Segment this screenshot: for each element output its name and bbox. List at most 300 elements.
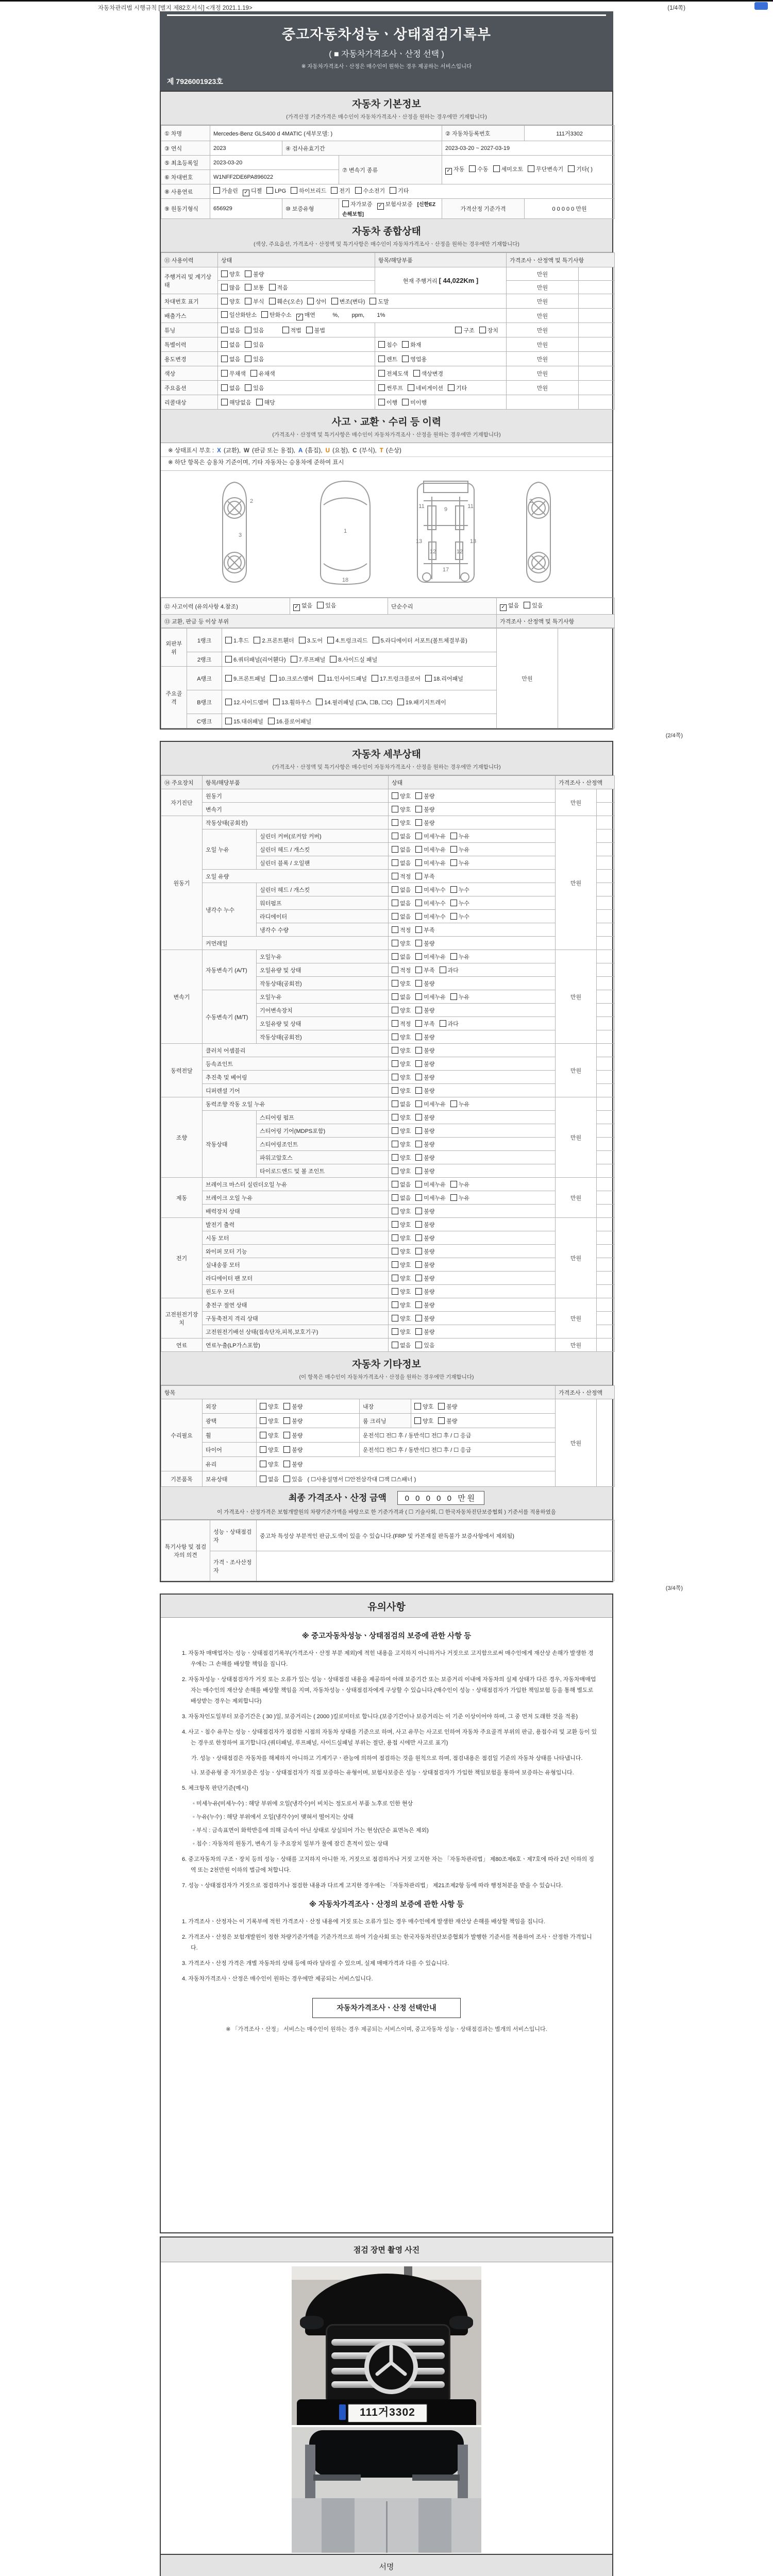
checkbox-icon[interactable] (402, 399, 409, 405)
checkbox-option[interactable] (415, 953, 446, 961)
checkbox-icon[interactable] (392, 873, 398, 879)
checkbox-option[interactable] (378, 355, 397, 363)
checkbox-option[interactable] (392, 1073, 411, 1081)
checkbox-option[interactable] (415, 1301, 434, 1309)
checkbox-icon[interactable] (299, 637, 306, 643)
checkbox-option[interactable] (392, 819, 411, 827)
checkbox-icon[interactable] (369, 298, 376, 304)
checkbox-icon[interactable] (415, 1208, 422, 1214)
checkbox-option[interactable] (397, 698, 446, 706)
checkbox-option[interactable] (245, 297, 264, 306)
checkbox-option[interactable] (415, 1046, 434, 1055)
checkbox-icon[interactable] (330, 656, 337, 663)
checkbox-icon[interactable] (392, 1301, 398, 1308)
checkbox-option[interactable] (273, 698, 311, 706)
checkbox-icon[interactable] (440, 967, 446, 973)
checkbox-option[interactable] (245, 283, 264, 292)
checkbox-icon[interactable] (260, 1476, 266, 1482)
checkbox-option[interactable] (415, 1087, 434, 1095)
checkbox-icon[interactable] (221, 298, 228, 304)
checkbox-icon[interactable] (415, 993, 422, 1000)
checkbox-option[interactable] (450, 912, 469, 921)
checkbox-option[interactable] (283, 1431, 303, 1439)
checkbox-option[interactable] (392, 1020, 411, 1028)
checkbox-option[interactable] (415, 1328, 434, 1336)
checkbox-option[interactable] (415, 886, 446, 894)
checkbox-option[interactable] (415, 1194, 446, 1202)
checkbox-icon[interactable] (392, 1315, 398, 1321)
checkbox-option[interactable] (500, 601, 519, 611)
checkbox-icon[interactable] (415, 1234, 422, 1241)
checkbox-icon[interactable] (392, 833, 398, 839)
checkbox-option[interactable] (448, 384, 467, 392)
checkbox-option[interactable] (221, 384, 240, 392)
checkbox-option[interactable] (450, 859, 469, 867)
checkbox-icon[interactable] (392, 846, 398, 853)
checkbox-option[interactable] (493, 165, 524, 173)
checkbox-option[interactable] (415, 912, 446, 921)
checkbox-option[interactable] (221, 311, 257, 319)
checkbox-icon[interactable] (256, 399, 263, 405)
checkbox-option[interactable] (415, 805, 434, 814)
checkbox-option[interactable] (440, 966, 459, 974)
checkbox-icon[interactable] (397, 699, 404, 705)
checkbox-option[interactable] (378, 398, 397, 406)
checkbox-option[interactable] (392, 1087, 411, 1095)
checkbox-icon[interactable] (455, 327, 462, 333)
inspection-photo-front[interactable] (292, 2266, 481, 2425)
checkbox-option[interactable] (283, 1475, 303, 1483)
checkbox-option[interactable] (225, 674, 265, 683)
checkbox-icon[interactable] (415, 1194, 422, 1201)
checkbox-option[interactable] (415, 1100, 446, 1108)
checkbox-icon[interactable] (415, 926, 422, 933)
checkbox-icon[interactable]: ✓ (445, 168, 452, 175)
checkbox-icon[interactable] (221, 341, 228, 348)
checkbox-option[interactable] (327, 636, 367, 645)
checkbox-icon[interactable]: ✓ (500, 604, 507, 611)
checkbox-icon[interactable] (392, 1047, 398, 1054)
checkbox-icon[interactable] (524, 602, 530, 608)
checkbox-icon[interactable] (392, 1020, 398, 1027)
checkbox-option[interactable] (392, 912, 411, 921)
checkbox-option[interactable] (392, 792, 411, 800)
checkbox-option[interactable] (392, 1301, 411, 1309)
checkbox-option[interactable] (250, 369, 275, 378)
checkbox-option[interactable] (392, 872, 411, 880)
checkbox-option[interactable] (440, 1020, 459, 1028)
checkbox-icon[interactable] (392, 859, 398, 866)
checkbox-option[interactable] (415, 819, 434, 827)
checkbox-option[interactable] (450, 1180, 469, 1189)
checkbox-option[interactable] (293, 601, 312, 611)
checkbox-icon[interactable] (261, 311, 268, 318)
checkbox-icon[interactable] (415, 913, 422, 920)
checkbox-icon[interactable] (378, 341, 385, 348)
checkbox-icon[interactable] (415, 1074, 422, 1080)
checkbox-icon[interactable] (392, 926, 398, 933)
checkbox-option[interactable] (392, 1180, 411, 1189)
checkbox-icon[interactable] (245, 327, 251, 333)
checkbox-option[interactable] (392, 1207, 411, 1215)
checkbox-option[interactable] (414, 1402, 433, 1411)
checkbox-icon[interactable] (392, 1288, 398, 1295)
checkbox-option[interactable] (402, 355, 427, 363)
checkbox-icon[interactable] (392, 967, 398, 973)
checkbox-icon[interactable] (245, 384, 251, 391)
checkbox-option[interactable] (283, 1446, 303, 1454)
checkbox-option[interactable] (415, 1154, 434, 1162)
checkbox-option[interactable] (260, 1402, 279, 1411)
checkbox-icon[interactable] (415, 873, 422, 879)
checkbox-icon[interactable] (392, 1060, 398, 1067)
checkbox-option[interactable] (415, 939, 434, 947)
checkbox-icon[interactable] (415, 1127, 422, 1134)
checkbox-option[interactable] (342, 200, 373, 208)
checkbox-option[interactable] (307, 297, 326, 306)
checkbox-icon[interactable] (392, 953, 398, 960)
checkbox-option[interactable] (377, 200, 413, 210)
checkbox-option[interactable] (415, 832, 446, 840)
checkbox-icon[interactable] (450, 886, 457, 893)
checkbox-icon[interactable] (392, 913, 398, 920)
checkbox-option[interactable] (372, 674, 421, 683)
checkbox-icon[interactable] (415, 1033, 422, 1040)
checkbox-icon[interactable] (438, 1417, 445, 1424)
checkbox-option[interactable] (392, 1127, 411, 1135)
checkbox-icon[interactable] (331, 187, 338, 194)
checkbox-icon[interactable] (528, 165, 534, 172)
checkbox-option[interactable] (415, 1274, 434, 1282)
checkbox-option[interactable] (355, 187, 385, 195)
checkbox-option[interactable] (261, 311, 292, 319)
checkbox-option[interactable] (415, 1167, 434, 1175)
checkbox-icon[interactable] (415, 886, 422, 893)
checkbox-icon[interactable] (283, 1446, 290, 1453)
checkbox-option[interactable] (415, 1261, 434, 1269)
checkbox-option[interactable] (256, 398, 275, 406)
checkbox-option[interactable] (392, 1341, 411, 1349)
checkbox-icon[interactable] (221, 370, 228, 377)
checkbox-option[interactable] (260, 1446, 279, 1454)
checkbox-option[interactable] (450, 832, 469, 840)
checkbox-option[interactable] (415, 1060, 434, 1068)
checkbox-icon[interactable] (378, 355, 385, 362)
checkbox-option[interactable] (414, 1417, 433, 1425)
checkbox-option[interactable] (392, 832, 411, 840)
checkbox-option[interactable] (415, 1247, 434, 1256)
checkbox-option[interactable] (221, 326, 240, 334)
checkbox-icon[interactable] (438, 1403, 445, 1410)
checkbox-option[interactable] (266, 187, 286, 194)
checkbox-icon[interactable] (415, 1315, 422, 1321)
checkbox-option[interactable] (392, 939, 411, 947)
checkbox-icon[interactable] (402, 355, 409, 362)
checkbox-icon[interactable] (392, 1167, 398, 1174)
checkbox-option[interactable] (415, 872, 434, 880)
checkbox-option[interactable] (254, 636, 294, 645)
corner-badge-icon[interactable] (754, 2, 768, 10)
checkbox-icon[interactable] (269, 298, 276, 304)
checkbox-icon[interactable] (415, 833, 422, 839)
checkbox-icon[interactable] (415, 819, 422, 826)
checkbox-option[interactable] (415, 966, 434, 974)
checkbox-option[interactable] (225, 636, 249, 645)
checkbox-icon[interactable] (373, 637, 379, 643)
checkbox-icon[interactable] (268, 718, 275, 724)
checkbox-icon[interactable] (450, 900, 457, 906)
checkbox-icon[interactable] (245, 284, 251, 291)
checkbox-icon[interactable] (413, 370, 420, 377)
checkbox-icon[interactable] (221, 399, 228, 405)
checkbox-icon[interactable] (414, 1417, 421, 1424)
checkbox-option[interactable] (392, 1328, 411, 1336)
checkbox-option[interactable] (283, 1417, 303, 1425)
checkbox-option[interactable] (415, 1020, 434, 1028)
checkbox-icon[interactable] (450, 1181, 457, 1188)
checkbox-option[interactable] (260, 1460, 279, 1468)
checkbox-option[interactable] (378, 384, 403, 392)
checkbox-option[interactable] (392, 1140, 411, 1148)
checkbox-icon[interactable] (392, 1261, 398, 1268)
checkbox-icon[interactable] (291, 656, 297, 663)
checkbox-icon[interactable] (415, 1288, 422, 1295)
checkbox-icon[interactable] (415, 1020, 422, 1027)
checkbox-icon[interactable] (392, 1127, 398, 1134)
checkbox-option[interactable] (392, 1060, 411, 1068)
checkbox-icon[interactable] (450, 859, 457, 866)
checkbox-icon[interactable] (415, 900, 422, 906)
checkbox-icon[interactable] (493, 165, 500, 172)
checkbox-icon[interactable] (392, 819, 398, 826)
checkbox-option[interactable] (445, 165, 464, 175)
checkbox-icon[interactable] (213, 187, 220, 194)
checkbox-icon[interactable] (260, 1446, 266, 1453)
checkbox-option[interactable] (378, 341, 397, 349)
checkbox-option[interactable] (455, 326, 474, 334)
checkbox-icon[interactable] (283, 1417, 290, 1424)
checkbox-icon[interactable] (221, 384, 228, 391)
checkbox-option[interactable] (392, 1006, 411, 1014)
checkbox-icon[interactable] (392, 1100, 398, 1107)
checkbox-option[interactable] (291, 655, 326, 664)
checkbox-icon[interactable] (392, 940, 398, 946)
checkbox-icon[interactable] (448, 384, 455, 391)
checkbox-icon[interactable] (392, 886, 398, 893)
checkbox-option[interactable] (392, 1274, 411, 1282)
checkbox-icon[interactable] (378, 399, 385, 405)
checkbox-icon[interactable] (415, 1261, 422, 1268)
checkbox-option[interactable] (408, 384, 443, 392)
checkbox-icon[interactable] (260, 1417, 266, 1424)
checkbox-icon[interactable] (245, 355, 251, 362)
checkbox-icon[interactable] (415, 1114, 422, 1121)
checkbox-icon[interactable] (250, 370, 257, 377)
checkbox-icon[interactable] (408, 384, 414, 391)
checkbox-icon[interactable] (307, 298, 314, 304)
checkbox-icon[interactable] (270, 675, 277, 682)
checkbox-option[interactable] (392, 1194, 411, 1202)
checkbox-icon[interactable] (414, 1403, 421, 1410)
checkbox-icon[interactable] (392, 792, 398, 799)
checkbox-option[interactable] (392, 1167, 411, 1175)
checkbox-option[interactable] (415, 979, 434, 988)
checkbox-icon[interactable] (392, 1074, 398, 1080)
checkbox-option[interactable] (269, 297, 303, 306)
checkbox-icon[interactable] (260, 1403, 266, 1410)
checkbox-option[interactable] (260, 1475, 279, 1483)
checkbox-icon[interactable] (415, 792, 422, 799)
checkbox-icon[interactable] (450, 833, 457, 839)
checkbox-icon[interactable] (282, 327, 289, 333)
checkbox-option[interactable] (330, 655, 377, 664)
checkbox-option[interactable] (415, 1341, 434, 1349)
checkbox-icon[interactable] (283, 1476, 290, 1482)
checkbox-icon[interactable] (415, 1154, 422, 1161)
checkbox-option[interactable] (306, 326, 325, 334)
checkbox-option[interactable] (392, 1113, 411, 1122)
checkbox-option[interactable] (450, 845, 469, 854)
checkbox-option[interactable] (392, 805, 411, 814)
checkbox-icon[interactable] (331, 298, 338, 304)
checkbox-icon[interactable] (415, 967, 422, 973)
checkbox-option[interactable] (331, 297, 365, 306)
checkbox-option[interactable] (392, 1261, 411, 1269)
checkbox-option[interactable] (415, 1033, 434, 1041)
checkbox-icon[interactable]: ✓ (293, 604, 300, 611)
checkbox-icon[interactable] (392, 1181, 398, 1188)
checkbox-icon[interactable]: ✓ (377, 203, 384, 210)
checkbox-icon[interactable] (392, 1114, 398, 1121)
checkbox-icon[interactable] (225, 637, 232, 643)
checkbox-option[interactable] (213, 187, 238, 195)
checkbox-option[interactable] (425, 674, 463, 683)
checkbox-option[interactable] (479, 326, 498, 334)
checkbox-option[interactable] (415, 1207, 434, 1215)
checkbox-icon[interactable] (392, 980, 398, 987)
checkbox-icon[interactable] (392, 806, 398, 812)
checkbox-icon[interactable] (283, 1461, 290, 1467)
checkbox-icon[interactable] (392, 1087, 398, 1094)
checkbox-icon[interactable]: ✓ (243, 190, 249, 196)
checkbox-icon[interactable] (327, 637, 334, 643)
checkbox-option[interactable] (392, 993, 411, 1001)
checkbox-icon[interactable] (221, 270, 228, 277)
checkbox-icon[interactable] (221, 284, 228, 291)
checkbox-icon[interactable] (225, 718, 232, 724)
checkbox-option[interactable] (392, 926, 411, 934)
checkbox-icon[interactable] (415, 806, 422, 812)
checkbox-option[interactable] (469, 165, 488, 173)
checkbox-icon[interactable] (425, 675, 432, 682)
checkbox-option[interactable] (392, 966, 411, 974)
checkbox-icon[interactable] (415, 1087, 422, 1094)
checkbox-option[interactable] (438, 1402, 457, 1411)
checkbox-icon[interactable] (469, 165, 476, 172)
checkbox-icon[interactable] (392, 1342, 398, 1348)
checkbox-icon[interactable] (221, 311, 228, 318)
checkbox-icon[interactable] (450, 953, 457, 960)
checkbox-option[interactable] (373, 636, 467, 645)
checkbox-option[interactable] (392, 1234, 411, 1242)
checkbox-option[interactable] (225, 698, 268, 706)
checkbox-option[interactable] (369, 297, 389, 306)
checkbox-icon[interactable] (260, 1432, 266, 1438)
checkbox-option[interactable] (221, 270, 240, 278)
checkbox-icon[interactable] (415, 1221, 422, 1228)
checkbox-icon[interactable] (283, 1403, 290, 1410)
checkbox-icon[interactable] (392, 1154, 398, 1161)
checkbox-icon[interactable] (378, 384, 385, 391)
checkbox-option[interactable] (221, 297, 240, 306)
checkbox-option[interactable] (450, 993, 469, 1001)
checkbox-icon[interactable] (225, 699, 232, 705)
checkbox-icon[interactable] (392, 1208, 398, 1214)
checkbox-icon[interactable] (245, 270, 251, 277)
checkbox-option[interactable] (392, 899, 411, 907)
checkbox-option[interactable] (260, 1417, 279, 1425)
checkbox-icon[interactable] (260, 1461, 266, 1467)
checkbox-option[interactable] (316, 698, 393, 706)
checkbox-option[interactable] (450, 1100, 469, 1108)
checkbox-icon[interactable] (415, 1141, 422, 1147)
checkbox-option[interactable] (450, 953, 469, 961)
checkbox-icon[interactable] (283, 1432, 290, 1438)
checkbox-icon[interactable] (415, 1248, 422, 1255)
checkbox-icon[interactable] (306, 327, 313, 333)
checkbox-option[interactable] (392, 1221, 411, 1229)
checkbox-option[interactable] (245, 341, 264, 349)
checkbox-icon[interactable] (266, 187, 273, 194)
checkbox-option[interactable] (225, 717, 263, 725)
checkbox-icon[interactable] (245, 298, 251, 304)
checkbox-option[interactable] (415, 845, 446, 854)
checkbox-option[interactable] (415, 899, 446, 907)
checkbox-option[interactable] (392, 953, 411, 961)
checkbox-icon[interactable] (392, 1328, 398, 1335)
checkbox-icon[interactable] (392, 1221, 398, 1228)
checkbox-option[interactable] (524, 601, 543, 609)
checkbox-icon[interactable] (415, 1100, 422, 1107)
checkbox-option[interactable] (392, 1100, 411, 1108)
checkbox-option[interactable] (260, 1431, 279, 1439)
checkbox-option[interactable] (268, 717, 311, 725)
checkbox-option[interactable] (245, 355, 264, 363)
checkbox-option[interactable] (415, 1140, 434, 1148)
checkbox-option[interactable] (282, 326, 301, 334)
checkbox-option[interactable] (221, 283, 240, 292)
checkbox-option[interactable] (415, 1127, 434, 1135)
checkbox-icon[interactable] (392, 1007, 398, 1013)
checkbox-option[interactable] (392, 1033, 411, 1041)
checkbox-option[interactable] (283, 1402, 303, 1411)
checkbox-option[interactable] (415, 1073, 434, 1081)
checkbox-icon[interactable] (392, 1141, 398, 1147)
checkbox-icon[interactable] (392, 993, 398, 1000)
checkbox-icon[interactable] (318, 675, 325, 682)
checkbox-option[interactable] (415, 926, 434, 934)
checkbox-option[interactable] (438, 1417, 457, 1425)
checkbox-icon[interactable] (415, 859, 422, 866)
checkbox-option[interactable] (331, 187, 350, 195)
checkbox-icon[interactable] (269, 284, 276, 291)
checkbox-option[interactable] (317, 601, 336, 609)
checkbox-option[interactable] (221, 369, 246, 378)
checkbox-icon[interactable] (415, 1275, 422, 1281)
checkbox-option[interactable] (415, 1006, 434, 1014)
checkbox-icon[interactable] (415, 1301, 422, 1308)
checkbox-icon[interactable] (316, 699, 323, 705)
